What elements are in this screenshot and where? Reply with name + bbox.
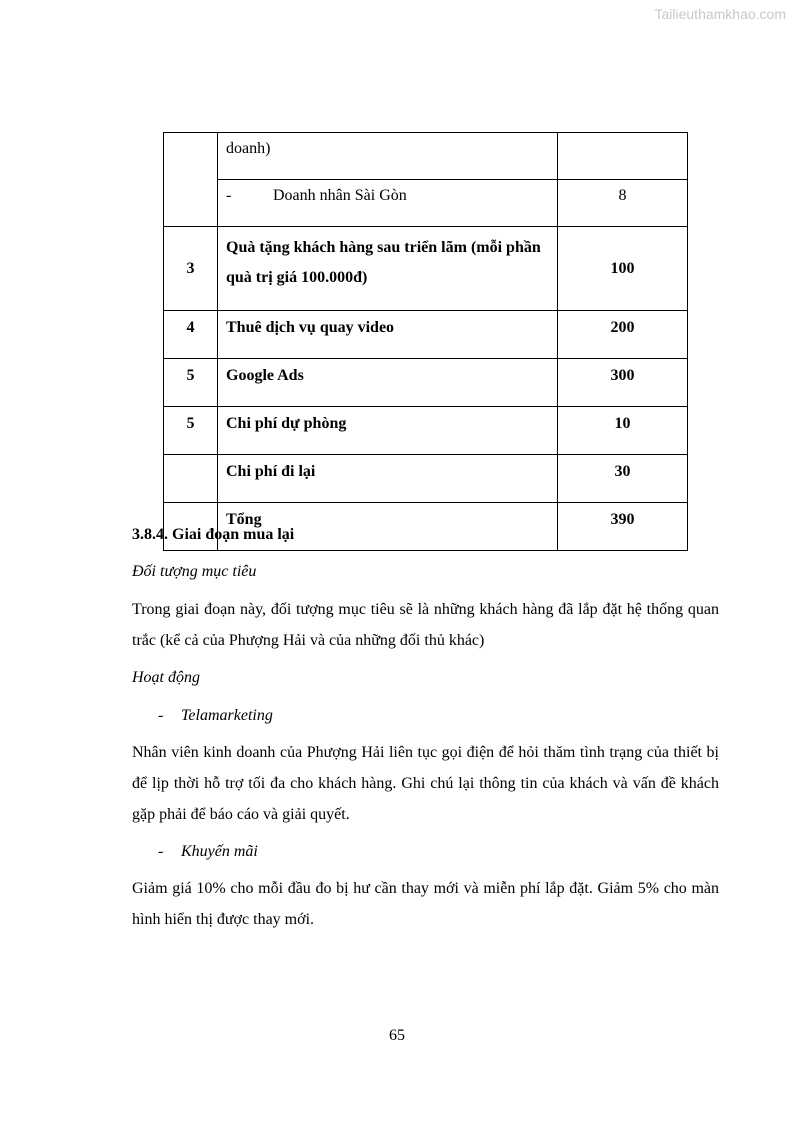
table-row [164,311,688,359]
cost-cell: 100 [558,227,688,311]
table-row [164,133,688,180]
row-number-cell: 5 [164,407,218,455]
bullet-dash: - [158,843,164,860]
telemarketing-paragraph: Nhân viên kinh doanh của Phượng Hải liên tục gọi điện để hỏi thăm tình trạng của thiết bị để lịp thời hỗ trợ tối đa cho khách hàng. Ghi chú lại thông tin của khách và vấn đề khách gặp phải để báo cáo và giải quyết. [132,744,719,823]
bullet-dash: - [226,187,232,204]
activity-label: Hoạt động [132,669,200,686]
cost-cell: 300 [558,359,688,407]
row-number-cell [164,455,218,503]
watermark: Tailieuthamkhao.com [654,6,786,22]
item-cell: Google Ads [218,359,558,407]
total-value-cell: 390 [558,503,688,551]
cost-cell: 200 [558,311,688,359]
total-label-cell: Tổng [218,503,558,551]
cost-cell: 8 [558,180,688,227]
target-paragraph: Trong giai đoạn này, đối tượng mục tiêu sẽ là những khách hàng đã lắp đặt hệ thống quan trắc (kể cả của Phượng Hải và của những đối thủ khác) [132,601,719,649]
row-number-cell: 4 [164,311,218,359]
row-number-cell [164,133,218,227]
cost-cell: 10 [558,407,688,455]
budget-table [163,132,688,551]
item-cell: Thuê dịch vụ quay video [218,311,558,359]
item-cell: Chi phí đi lại [218,455,558,503]
cost-cell [558,133,688,180]
item-cell: - Doanh nhân Sài Gòn [218,180,558,227]
item-cell: Chi phí dự phòng [218,407,558,455]
bullet-promotion: - Khuyến mãi [132,836,719,867]
table-row [164,359,688,407]
bullet-dash: - [158,707,164,724]
bullet-telemarketing: - Telamarketing [132,700,719,731]
row-number-cell: 3 [164,227,218,311]
item-cell: doanh) [218,133,558,180]
section-body [132,519,719,935]
table-row [164,227,688,311]
cost-cell: 30 [558,455,688,503]
page-number: 65 [389,1027,405,1044]
row-number-cell: 5 [164,359,218,407]
table-row [164,455,688,503]
promotion-paragraph: Giảm giá 10% cho mỗi đầu đo bị hư cần thay mới và miễn phí lắp đặt. Giảm 5% cho màn hình hiển thị được thay mới. [132,880,719,928]
section-heading: 3.8.4. Giai đoạn mua lại [132,526,295,543]
target-label: Đối tượng mục tiêu [132,563,257,580]
item-cell: Quà tặng khách hàng sau triển lãm (mỗi phần quà trị giá 100.000đ) [218,227,558,311]
table-row [164,180,688,227]
table-row [164,407,688,455]
